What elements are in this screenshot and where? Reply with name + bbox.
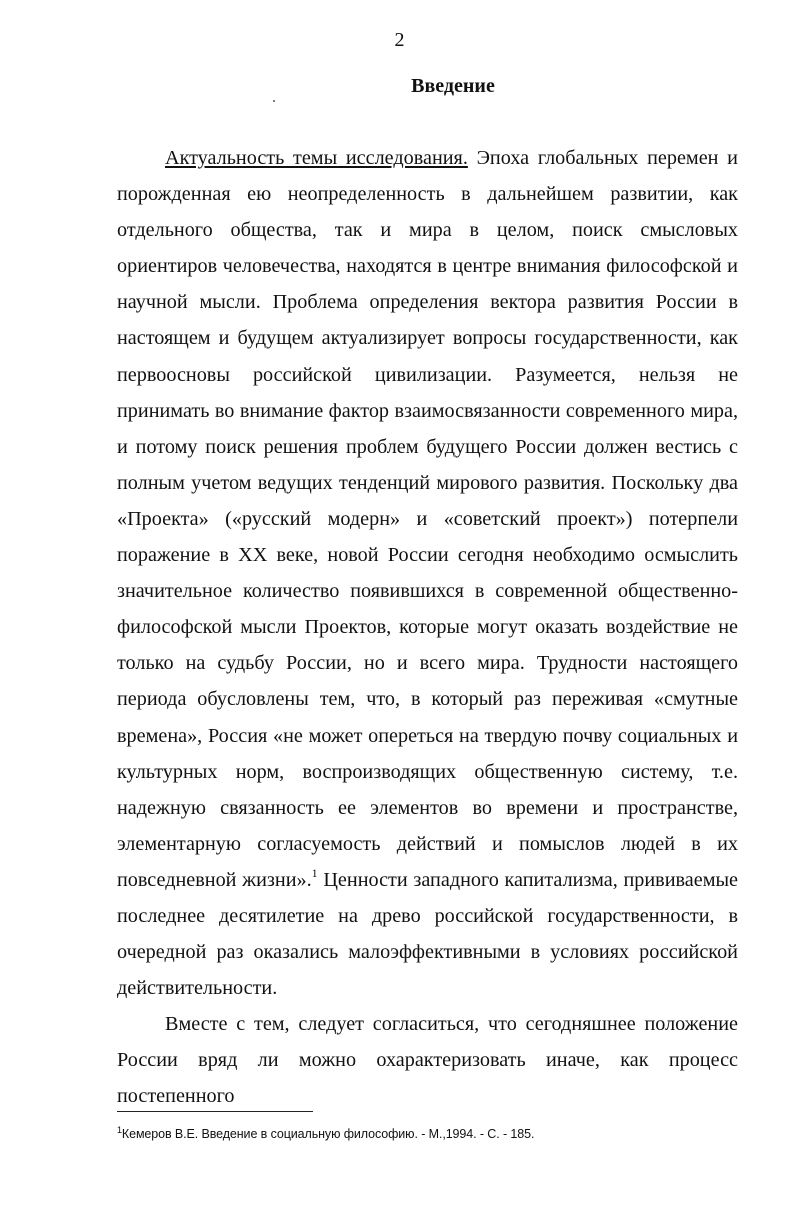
footnote-reference: 1 [311,865,318,880]
paragraph-second [117,1006,738,1114]
page-number: 2 [394,29,405,51]
paragraph-relevance [117,140,738,1006]
footnote-separator [117,1111,313,1112]
scan-speck [273,100,275,102]
paragraph1-text: Эпоха глобальных перемен и порожденная ею неопределенность в дальнейшем развитии, как отдельного общества, так и мира в целом, поиск смысловых ориентиров человечества, находятся в центре внимания философской и научной мысли. Проблема определения вектора развития России в настоящем и будущем актуализирует вопросы государственности, как первоосновы российской цивилизации. Разумеется, нельзя не принимать во внимание фактор взаимосвязанности современного мира, и потому поиск решения проблем будущего России должен вестись с полным учетом ведущих тенденций мирового развития. Поскольку два «Проекта» («русский модерн» и «советский проект») потерпели поражение в XX веке, новой России сегодня необходимо осмыслить значительное количество появившихся в современной общественно-философской мысли Проектов, которые могут оказать воздействие не только на судьбу России, но и всего мира. Трудности настоящего периода обусловлены тем, что, в который раз переживая «смутные времена», Россия «не может опереться на твердую почву социальных и культурных норм, воспроизводящих общественную систему, т.е. надежную связанность ее элементов во времени и пространстве, элементарную согласуемость действий и помыслов людей в их повседневной жизни». [117,147,738,891]
footnote-number: 1 [117,1125,122,1135]
footnote-text: Кемеров В.Е. Введение в социальную философию. - М.,1994. - С. - 185. [121,1127,535,1141]
paragraph2-text: Вместе с тем, следует согласиться, что сегодняшнее положение России вряд ли можно охарактеризовать иначе, как процесс постепенного [117,1013,738,1108]
paragraph1-continuation: Ценности западного капитализма, прививаемые последнее десятилетие на древо российской государственности, в очередной раз оказались малоэффективными в условиях российской действительности. [117,868,738,1000]
section-heading: Введение [411,75,495,97]
relevance-lead: Актуальность темы исследования. [165,147,468,169]
footnote [117,1126,738,1142]
body-text [117,140,738,1115]
